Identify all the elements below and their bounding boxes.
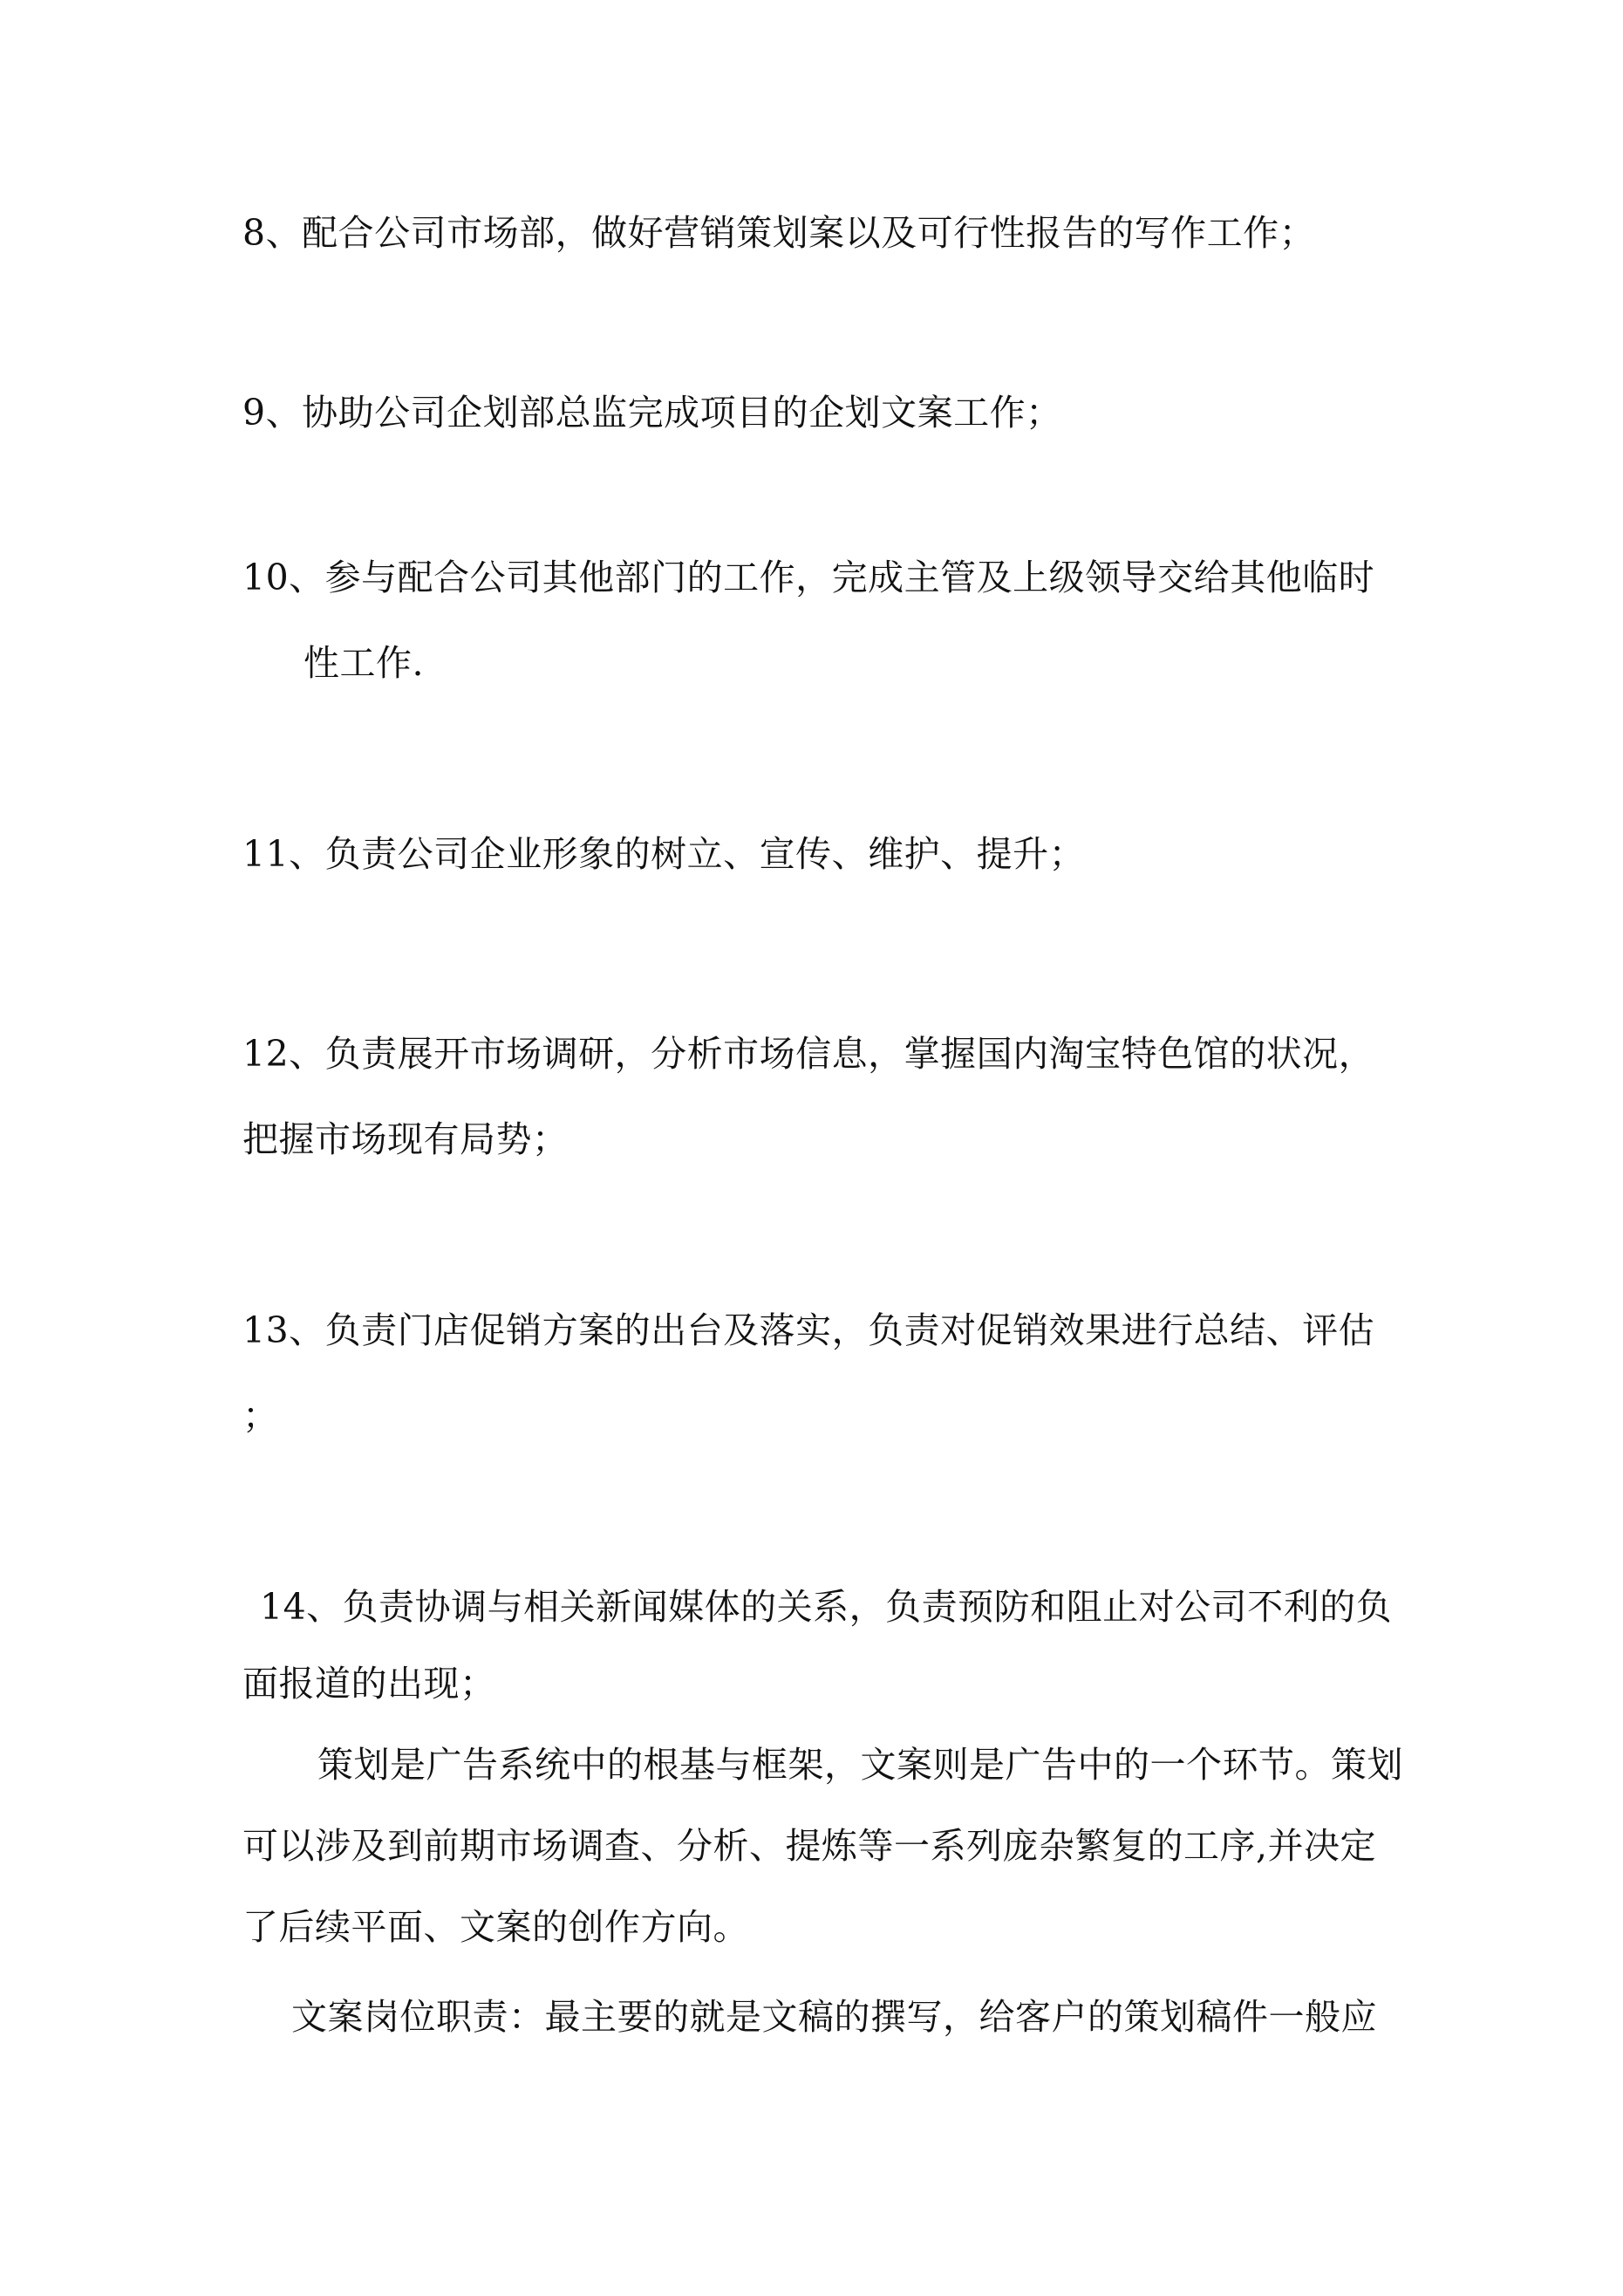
planning-paragraph-line-3: 了后续平面、文案的创作方向。 [242,1906,749,1948]
planning-paragraph-line-2: 可以涉及到前期市场调查、分析、提炼等一系列庞杂繁复的工序,并决定 [242,1825,1377,1867]
list-item-12-line-2: 把握市场现有局势； [242,1118,569,1160]
list-item-9-line-1: 9、协助公司企划部总监完成项目的企划文案工作； [242,392,1062,434]
list-item-13-line-1: 13、负责门店促销方案的出台及落实，负责对促销效果进行总结、评估 [242,1309,1375,1351]
list-item-14-line-1: 14、负责协调与相关新闻媒体的关系，负责预防和阻止对公司不利的负 [260,1586,1393,1628]
list-item-10-line-2: 性工作. [303,642,425,684]
planning-paragraph-line-1: 策划是广告系统中的根基与框架，文案则是广告中的一个环节。策划 [317,1744,1403,1786]
list-item-14-line-2: 面报道的出现； [242,1663,496,1705]
list-item-8-line-1: 8、配合公司市场部，做好营销策划案以及可行性报告的写作工作； [242,212,1316,254]
list-item-12-line-1: 12、负责展开市场调研，分析市场信息，掌握国内淘宝特色馆的状况， [242,1033,1375,1075]
list-item-13-line-2: ； [242,1395,279,1437]
list-item-11-line-1: 11、负责公司企业形象的树立、宣传、维护、提升； [242,833,1086,875]
list-item-10-line-1: 10、参与配合公司其他部门的工作，完成主管及上级领导交给其他临时 [242,557,1375,598]
copywriter-paragraph-line-1: 文案岗位职责：最主要的就是文稿的撰写，给客户的策划稿件一般应 [291,1996,1377,2038]
